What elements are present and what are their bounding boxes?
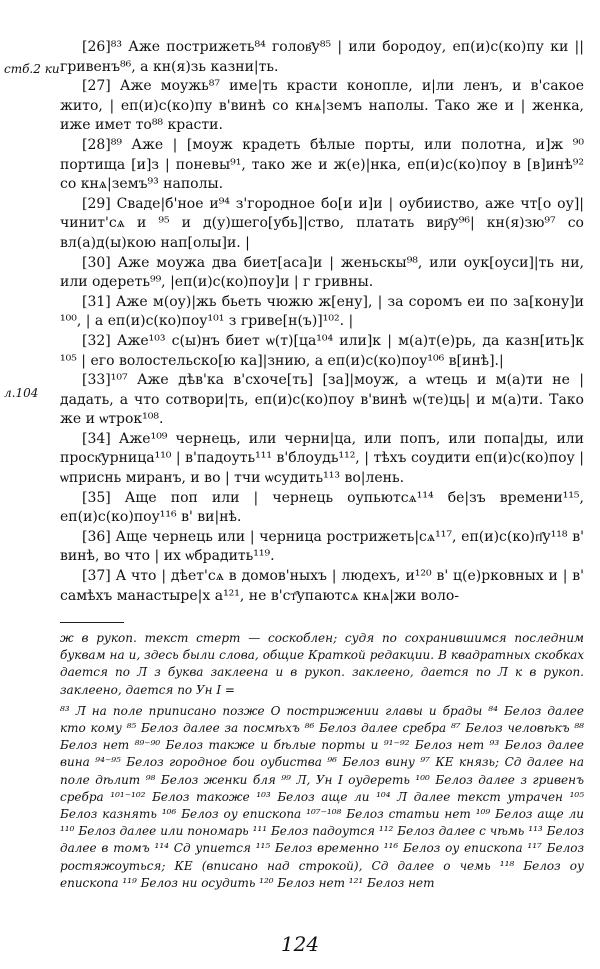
article-28: [28]⁸⁹ Аже | [моуж кpaдеть бѣлые порты, или полотна, и]ж ⁹⁰ портища [и]з | поневы⁹¹, тако же и ж(е)|нка, еп(и)с(ко)поу в [в]инѣ⁹² со кнѧ|земъ⁹³ наполы. — [60, 136, 584, 193]
article-33: [33]¹⁰⁷ Аже дѣв'ка в'схоче[ть] [за]|моуж, а ѡтець и м(а)ти не | дадать, а что сотвори|ть, еп(и)с(ко)поу в'винѣ ѡ(те)ць| и м(а)ти. Тако же и ѡтрок¹⁰⁸. — [60, 372, 584, 428]
margin-note-folio: л.104 — [4, 386, 39, 400]
article-29: [29] Сваде|б'ное и⁹⁴ з'городное бо[и и]и | оубииство, аже чт[о оу]|чинит'сѧ и ⁹⁵ и д(у)шего[убь]|ство, платать вир҄у⁹⁶| кн(я)зю⁹⁷ со вл(а)д(ы)кою нап[олы]и. | — [60, 195, 584, 251]
article-27: [27] Аже моужь⁸⁷ име|ть красти конопле, и|ли ленъ, и в'сакое жито, | еп(и)с(ко)пу в'винѣ со кнѧ|земъ наполы. Тако же и | женка, иже имет то⁸⁸ красти. — [60, 78, 584, 134]
article-34: [34] Аже¹⁰⁹ чернець, или черни|ца, или попъ, или попа|ды, или проск҄урница¹¹⁰ | в'падоуть¹¹¹ в'блоудь¹¹², | тѣхъ соудити еп(и)с(ко)поу | ѡприснь миранъ, и во | тчи ѡсудить¹¹³ во|лень. — [60, 430, 584, 487]
footnote-intro: ж в рукоп. текст стерт — соскоблен; судя по сохранившимся последним буквам на и, здесь были слова, общие Краткой редакции. В квадратных скобках дается по Л з буква заклеена и в рукоп. заклеено, дается по Л к в рукоп. заклеено, дается по Ун I = — [60, 631, 584, 697]
main-text — [60, 38, 584, 606]
article-30: [30] Аже моужа два биет[аса]и | женьскы⁹⁸, или оук[оуси]|ть ни, или одереть⁹⁹, |еп(и)с(ко)поу]и | г гривны. — [60, 254, 584, 291]
article-32: [32] Аже¹⁰³ с(ы)нъ биет ѡ(т)[ца¹⁰⁴ или]к | м(а)т(е)рь, да казн[ить]к ¹⁰⁵ | его волостельско[ю ка]|знию, а еп(и)с(ко)поу¹⁰⁶ в[инѣ].| — [60, 332, 584, 369]
article-35: [35] Аще поп или | чернець оупьютсѧ¹¹⁴ бе|зъ времени¹¹⁵, еп(и)с(ко)поу¹¹⁶ в' ви|нѣ. — [60, 489, 584, 526]
footnotes — [60, 630, 584, 892]
footnote-divider — [60, 622, 124, 623]
page-number: 124 — [280, 932, 320, 956]
article-26: [26]⁸³ Аже пострижеть⁸⁴ голов҄у⁸⁵ | или бородоу, еп(и)с(ко)пу ки || гривенъ⁸⁶, а кн(я)зь казни|ть. — [60, 39, 584, 75]
margin-note-column: стб.2 ки — [4, 62, 60, 76]
footnote-variants: ⁸³ Л на поле приписано позже О пострижении главы и брады ⁸⁴ Белоз далее кто кому ⁸⁵ Белоз далее за посмѣхъ ⁸⁶ Белоз далее сребра ⁸⁷ Белоз человѣкъ ⁸⁸ Белоз нет ⁸⁹⁻⁹⁰ Белоз также и бѣлые порты и ⁹¹⁻⁹² Белоз нет ⁹³ Белоз далее вина ⁹⁴⁻⁹⁵ Белоз городное бои оубиства ⁹⁶ Белоз вину ⁹⁷ КЕ князь; Сд далее на поле дѣлит ⁹⁸ Белоз женки бля ⁹⁹ Л, Ун I оудереть ¹⁰⁰ Белоз далее з гривенъ сребра ¹⁰¹⁻¹⁰² Белоз такоже ¹⁰³ Белоз аще ли ¹⁰⁴ Л далее текст утрачен ¹⁰⁵ Белоз казнять ¹⁰⁶ Белоз оу епископа ¹⁰⁷⁻¹⁰⁸ Белоз статьи нет ¹⁰⁹ Белоз аще ли ¹¹⁰ Белоз далее или пономарь ¹¹¹ Белоз падоутся ¹¹² Белоз далее с чѣмь ¹¹³ Белоз далее в томъ ¹¹⁴ Сд упиется ¹¹⁵ Белоз временно ¹¹⁶ Белоз оу епископа ¹¹⁷ Белоз ростяжоуться; КЕ (вписано над строкой), Сд далее о чемь ¹¹⁸ Белоз оу епископа ¹¹⁹ Белоз ни осудить ¹²⁰ Белоз нет ¹²¹ Белоз нет — [60, 703, 584, 890]
article-31: [31] Аже м(оу)|жь бьеть чюжю ж[ену], | за соромъ еи по за[кону]и ¹⁰⁰, | а еп(и)с(ко)поу¹⁰¹ з гриве[н(ъ)]¹⁰². | — [60, 293, 584, 330]
article-36: [36] Аще чернець или | черница рострижеть|сѧ¹¹⁷, еп(и)с(ко)п҄у¹¹⁸ в' винѣ, во что | их ѡбрадить¹¹⁹. — [60, 528, 584, 565]
article-37: [37] А что | дѣет'сѧ в домов'ныхъ | людехъ, и¹²⁰ в' ц(е)рковных и | в' самѣхъ манастыре|х а¹²¹, не в'ст҄упаютсѧ кнѧ|жи воло- — [60, 568, 584, 604]
